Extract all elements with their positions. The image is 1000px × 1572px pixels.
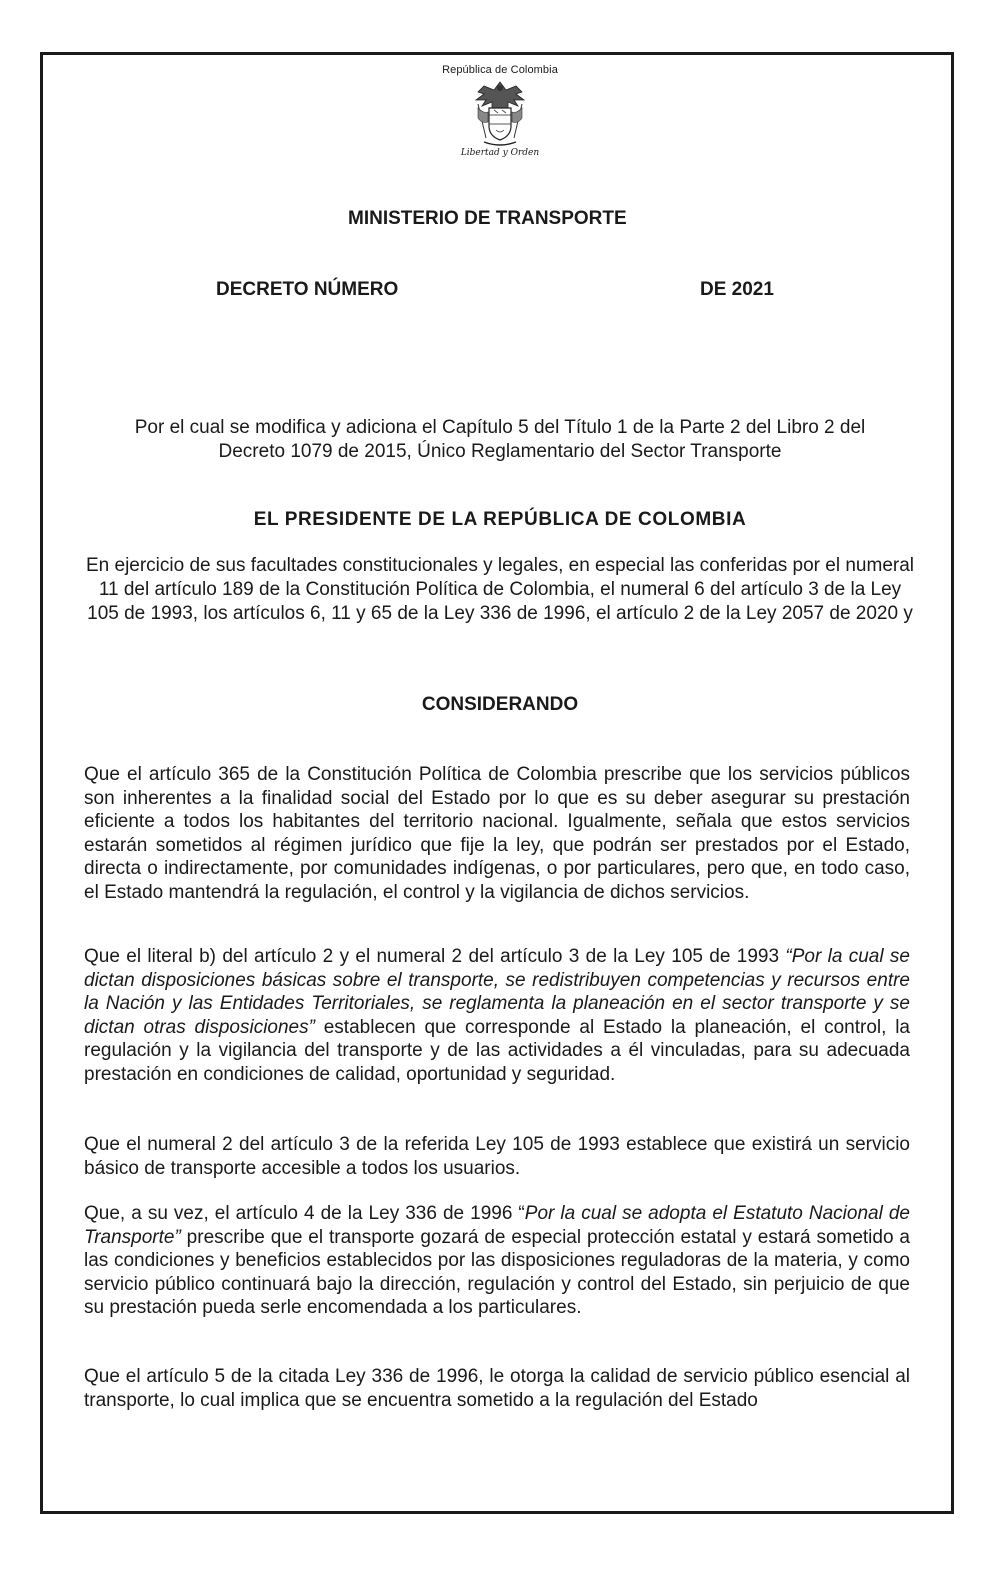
paragraph-2-text-c: establecen que corresponde al Estado la planeación, el control, la regulación y la vigilancia del transporte y de las actividades a él vinculadas, para su adecuada prestación en condiciones de calidad, oportunidad y seguridad. [84,1016,910,1085]
country-name: República de Colombia [442,64,558,76]
ministry-title: MINISTERIO DE TRANSPORTE [348,208,627,229]
motto: Libertad y Orden [460,148,540,158]
paragraph-4-text-a: Que, a su vez, el artículo 4 de la Ley 336 de 1996 “ [84,1203,525,1224]
paragraph-3: Que el numeral 2 del artículo 3 de la referida Ley 105 de 1993 establece que existirá un servicio básico de transporte accesible a todos los usuarios. [84,1134,910,1179]
decree-year: DE 2021 [700,279,774,300]
paragraph-5: Que el artículo 5 de la citada Ley 336 de 1996, le otorga la calidad de servicio público esencial al transporte, lo cual implica que se encuentra sometido a la regulación del Estado [84,1366,910,1411]
decree-number-label: DECRETO NÚMERO [216,279,399,300]
paragraph-2-text-a: Que el literal b) del artículo 2 y el numeral 2 del artículo 3 de la Ley 105 de 1993 [84,946,786,967]
paragraph-4-law-title: Por la cual se adopta el Estatuto Nacional de Transporte” [84,1203,910,1248]
considering-heading: CONSIDERANDO [421,694,579,715]
issuer-heading: EL PRESIDENTE DE LA REPÚBLICA DE COLOMBIA [253,509,747,530]
decree-subject: Por el cual se modifica y adiciona el Capítulo 5 del Título 1 de la Parte 2 del Libro 2 del Decreto 1079 de 2015, Único Reglamentario del Sector Transporte [134,417,866,462]
paragraph-2-law-title: “Por la cual se dictan disposiciones básicas sobre el transporte, se redistribuyen competencias y recursos entre la Nación y las Entidades Territoriales, se reglamenta la planeación en el sector transporte y se dictan otras disposiciones” [84,946,910,1038]
coat-of-arms-icon [470,78,530,150]
paragraph-4 [84,1202,910,1320]
paragraph-4-text-c: prescribe que el transporte gozará de especial protección estatal y estará sometido a las condiciones y beneficios establecidos por las disposiciones reguladoras de la materia, y como servicio público continuará bajo la dirección, regulación y control del Estado, sin perjuicio de que su prestación pueda serle encomendada a los particulares. [84,1226,910,1319]
legal-powers: En ejercicio de sus facultades constitucionales y legales, en especial las conferidas por el numeral 11 del artículo 189 de la Constitución Política de Colombia, el numeral 6 del artículo 3 de la Ley 105 de 1993, los artículos 6, 11 y 65 de la Ley 336 de 1996, el artículo 2 de la Ley 2057 de 2020 y [85,555,914,624]
paragraph-2 [84,945,910,1087]
paragraph-1: Que el artículo 365 de la Constitución Política de Colombia prescribe que los servicios públicos son inherentes a la finalidad social del Estado por lo que es su deber asegurar su prestación eficiente a todos los habitantes del territorio nacional. Igualmente, señala que estos servicios estarán sometidos al régimen jurídico que fije la ley, que podrán ser prestados por el Estado, directa o indirectamente, por comunidades indígenas, o por particulares, pero que, en todo caso, el Estado mantendrá la regulación, el control y la vigilancia de dichos servicios. [84,764,910,903]
letterhead [430,64,570,158]
